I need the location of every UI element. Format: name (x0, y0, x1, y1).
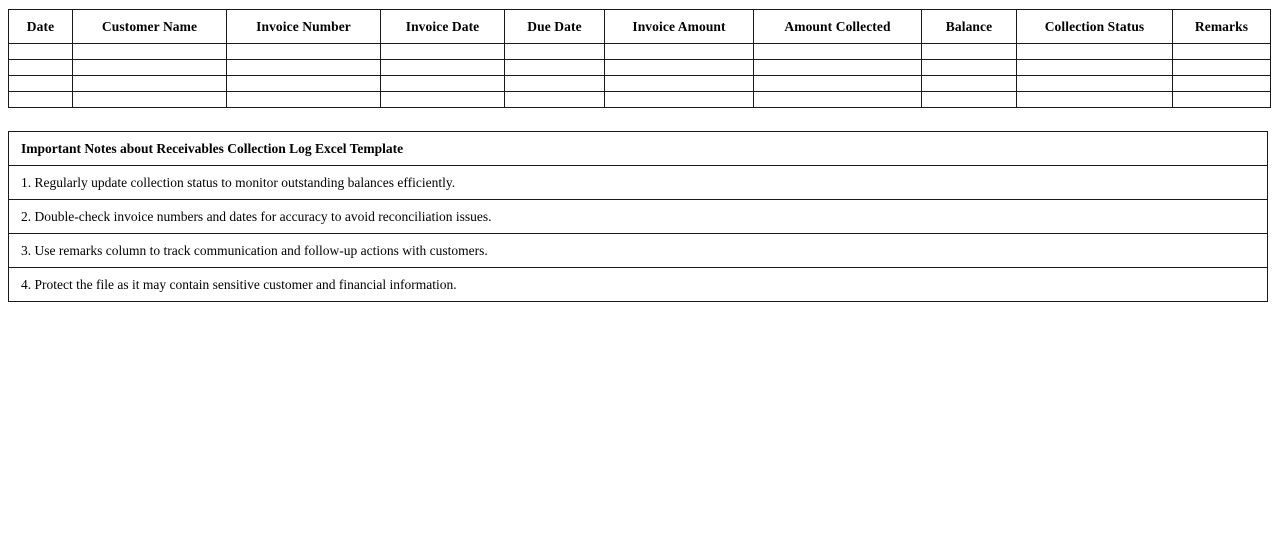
entry-cell[interactable] (922, 60, 1017, 76)
table-row (9, 92, 1271, 108)
column-header-invoice-date: Invoice Date (381, 10, 505, 44)
note-item-2: 2. Double-check invoice numbers and dates for accuracy to avoid reconciliation issues. (9, 200, 1268, 234)
entry-cell[interactable] (227, 92, 381, 108)
entry-cell[interactable] (73, 76, 227, 92)
entry-cell[interactable] (1017, 92, 1173, 108)
entry-cell[interactable] (1017, 76, 1173, 92)
note-row (9, 166, 1268, 200)
table-row (9, 44, 1271, 60)
column-header-due-date: Due Date (505, 10, 605, 44)
column-header-collection-status: Collection Status (1017, 10, 1173, 44)
entry-cell[interactable] (754, 44, 922, 60)
entry-cell[interactable] (605, 60, 754, 76)
entry-cell[interactable] (754, 76, 922, 92)
entry-cell[interactable] (1173, 44, 1271, 60)
entry-cell[interactable] (73, 44, 227, 60)
entry-cell[interactable] (754, 92, 922, 108)
entry-cell[interactable] (922, 76, 1017, 92)
log-table-body (9, 44, 1271, 108)
entry-cell[interactable] (381, 44, 505, 60)
important-notes-container (8, 131, 1268, 302)
log-table-header-row (9, 10, 1271, 44)
note-item-3: 3. Use remarks column to track communication and follow-up actions with customers. (9, 234, 1268, 268)
entry-cell[interactable] (9, 60, 73, 76)
entry-cell[interactable] (381, 76, 505, 92)
entry-cell[interactable] (9, 76, 73, 92)
entry-cell[interactable] (605, 92, 754, 108)
entry-cell[interactable] (505, 60, 605, 76)
column-header-date: Date (9, 10, 73, 44)
note-item-4: 4. Protect the file as it may contain sensitive customer and financial information. (9, 268, 1268, 302)
note-item-1: 1. Regularly update collection status to monitor outstanding balances efficiently. (9, 166, 1268, 200)
column-header-remarks: Remarks (1173, 10, 1271, 44)
entry-cell[interactable] (922, 92, 1017, 108)
notes-heading: Important Notes about Receivables Collection Log Excel Template (9, 132, 1268, 166)
important-notes-table (8, 131, 1268, 302)
entry-cell[interactable] (1017, 44, 1173, 60)
entry-cell[interactable] (227, 76, 381, 92)
entry-cell[interactable] (227, 60, 381, 76)
entry-cell[interactable] (1017, 60, 1173, 76)
important-notes-body (9, 132, 1268, 302)
receivables-log-table-container (8, 9, 1270, 108)
table-row (9, 60, 1271, 76)
entry-cell[interactable] (505, 76, 605, 92)
receivables-log-table (8, 9, 1271, 108)
entry-cell[interactable] (73, 92, 227, 108)
notes-heading-row (9, 132, 1268, 166)
entry-cell[interactable] (605, 44, 754, 60)
entry-cell[interactable] (381, 92, 505, 108)
entry-cell[interactable] (922, 44, 1017, 60)
entry-cell[interactable] (505, 92, 605, 108)
entry-cell[interactable] (754, 60, 922, 76)
entry-cell[interactable] (381, 60, 505, 76)
entry-cell[interactable] (73, 60, 227, 76)
entry-cell[interactable] (9, 92, 73, 108)
log-table-header (9, 10, 1271, 44)
note-row (9, 234, 1268, 268)
entry-cell[interactable] (9, 44, 73, 60)
entry-cell[interactable] (505, 44, 605, 60)
table-row (9, 76, 1271, 92)
column-header-balance: Balance (922, 10, 1017, 44)
column-header-invoice-number: Invoice Number (227, 10, 381, 44)
column-header-invoice-amount: Invoice Amount (605, 10, 754, 44)
note-row (9, 200, 1268, 234)
entry-cell[interactable] (227, 44, 381, 60)
note-row (9, 268, 1268, 302)
column-header-customer-name: Customer Name (73, 10, 227, 44)
entry-cell[interactable] (1173, 76, 1271, 92)
entry-cell[interactable] (1173, 60, 1271, 76)
column-header-amount-collected: Amount Collected (754, 10, 922, 44)
entry-cell[interactable] (1173, 92, 1271, 108)
entry-cell[interactable] (605, 76, 754, 92)
